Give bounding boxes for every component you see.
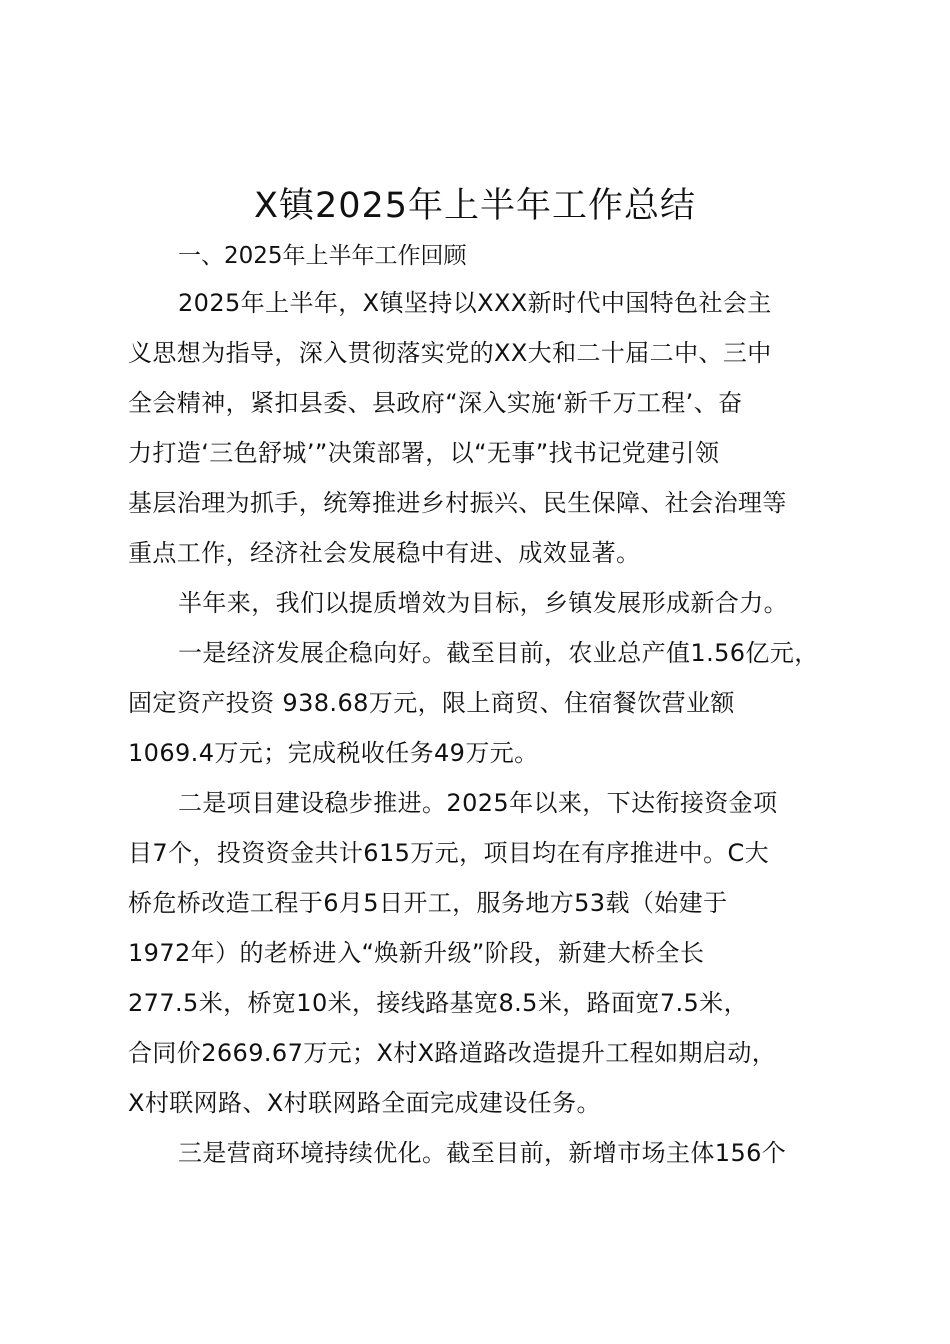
paragraph-line: 二是项目建设稳步推进。2025年以来，下达衔接资金项 (178, 789, 778, 817)
paragraph-line: 2025年上半年，X镇坚持以XXX新时代中国特色社会主 (178, 289, 772, 317)
paragraph-line: 三是营商环境持续优化。截至目前，新增市场主体156个 (178, 1139, 787, 1167)
paragraph-line: 力打造‘三色舒城’”决策部署，以“无事”找书记党建引领 (128, 439, 720, 467)
paragraph-line: 桥危桥改造工程于6月5日开工，服务地方53载（始建于 (128, 889, 728, 917)
paragraph-line: 重点工作，经济社会发展稳中有进、成效显著。 (128, 539, 641, 567)
paragraph-line: 一是经济发展企稳向好。截至目前，农业总产值1.56亿元， (178, 639, 819, 667)
document-title: X镇2025年上半年工作总结 (253, 186, 697, 226)
paragraph-line: 合同价2669.67万元；X村X路道路改造提升工程如期启动， (128, 1039, 777, 1067)
paragraph-line: 1972年）的老桥进入“焕新升级”阶段，新建大桥全长 (128, 939, 705, 967)
paragraph-line: 半年来，我们以提质增效为目标，乡镇发展形成新合力。 (178, 589, 788, 617)
paragraph-line: 277.5米，桥宽10米，接线路基宽8.5米，路面宽7.5米， (128, 989, 748, 1017)
section-heading: 一、2025年上半年工作回顾 (178, 243, 467, 269)
paragraph-line: 义思想为指导，深入贯彻落实党的XX大和二十届二中、三中 (128, 339, 772, 367)
paragraph-line: 基层治理为抓手，统筹推进乡村振兴、民生保障、社会治理等 (128, 489, 787, 517)
paragraph-line: 1069.4万元；完成税收任务49万元。 (128, 739, 539, 767)
paragraph-line: X村联网路、X村联网路全面完成建设任务。 (128, 1089, 601, 1117)
paragraph-line: 固定资产投资 938.68万元，限上商贸、住宿餐饮营业额 (128, 689, 735, 717)
paragraph-line: 目7个，投资资金共计615万元，项目均在有序推进中。C大 (128, 839, 770, 867)
paragraph-line: 全会精神，紧扣县委、县政府“深入实施‘新千万工程’、奋 (128, 389, 743, 417)
